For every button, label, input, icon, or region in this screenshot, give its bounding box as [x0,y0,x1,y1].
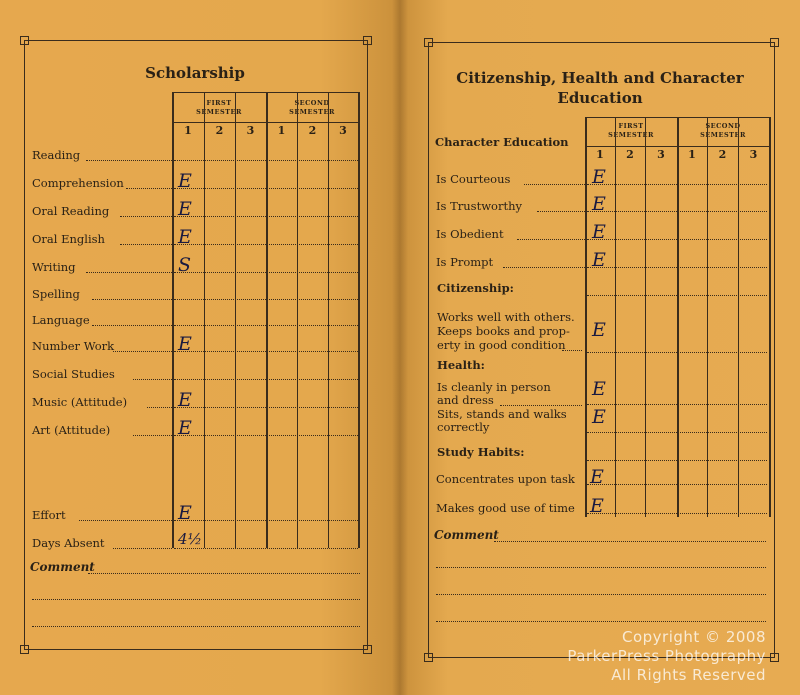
right-col-number: 2 [626,148,634,161]
scholarship-grade: E [178,417,192,439]
right-col-number: 1 [596,148,604,161]
right-comment-line-1 [494,541,766,542]
scholarship-grade: S [178,254,192,276]
scholarship-row-dots [86,272,172,273]
scholarship-row-label: Social Studies [32,367,115,381]
right-col-number: 3 [657,148,665,161]
scholarship-row-label: Number Work [32,339,115,353]
right-grid-col-line [615,117,616,517]
scholarship-row-rule [174,407,358,408]
right-grid-sub-line [585,146,769,147]
right-grid-col-line [645,117,646,517]
scholarship-row-dots [133,435,172,436]
character-grade: E [592,166,606,188]
copyright-watermark: Copyright © 2008 ParkerPress Photography All Rights Reserved [567,628,766,684]
citizenship-line-3: erty in good condition [437,338,566,352]
scholarship-row-rule [174,244,358,245]
left-second-semester: SECOND SEMESTER [289,99,335,116]
scholarship-grade: E [178,198,192,220]
character-row-label: Is Trustworthy [436,199,522,213]
page-fold [392,0,408,695]
scholarship-title: Scholarship [145,64,245,82]
scholarship-row-rule [174,379,358,380]
citizenship-line-2: Keeps books and prop- [437,324,570,338]
study-grade: E [590,466,604,488]
scholarship-grade: E [178,333,192,355]
citizenship-line-1: Works well with others. [437,310,575,324]
left-grid-col-line [358,92,360,548]
right-comment-line-2 [436,567,766,568]
scholarship-row-label: Oral Reading [32,204,110,218]
right-grid-col-line [677,117,679,517]
scholarship-row-dots [113,351,172,352]
left-comment-line-3 [32,626,360,627]
scholarship-row-dots [92,299,172,300]
right-comment-line-4 [436,621,766,622]
scholarship-row-dots [86,160,172,161]
left-grid-sub-line [172,122,360,123]
left-col-number: 2 [308,124,317,137]
scholarship-grade: E [178,389,192,411]
right-col-number: 2 [718,148,727,161]
character-row-rule [587,239,767,240]
scholarship-row-dots [147,407,172,408]
scholarship-grade: 4½ [178,530,203,548]
character-row-dots [503,267,585,268]
right-second-semester: SECOND SEMESTER [700,122,746,139]
health-head: Health: [437,358,485,372]
right-grid-col-line [769,117,771,517]
right-row-rule [587,295,767,296]
health1-grade: E [592,378,606,400]
character-row-label: Is Prompt [436,255,494,269]
right-grid-col-line [738,117,739,517]
study-habits-head: Study Habits: [437,445,525,459]
left-col-number: 1 [184,124,192,137]
right-row-rule [587,432,767,433]
scholarship-row-rule [174,188,358,189]
left-col-number: 3 [339,124,347,137]
scholarship-row-label: Spelling [32,287,80,301]
right-grid-head-line [585,117,769,118]
left-grid-head-line [172,92,360,93]
right-comment-label: Comment [434,528,499,542]
scholarship-grade: E [178,226,192,248]
scholarship-grade: E [178,170,192,192]
left-comment-line-2 [32,599,360,600]
study-row-rule [587,513,767,514]
scholarship-row-dots [120,216,172,217]
character-grade: E [592,221,606,243]
scholarship-row-label: Music (Attitude) [32,395,128,409]
study-row-label: Concentrates upon task [436,472,575,486]
scholarship-row-label: Reading [32,148,81,162]
left-col-number: 3 [246,124,255,137]
scholarship-row-rule [174,160,358,161]
scholarship-row-rule [174,299,358,300]
character-row-rule [587,211,767,212]
character-grade: E [592,249,606,271]
right-col-number: 3 [749,148,758,161]
right-grid-col-line [707,117,708,517]
scholarship-row-label: Oral English [32,232,105,246]
character-row-rule [587,184,767,185]
right-row-rule [587,352,767,353]
character-row-label: Is Obedient [436,227,504,241]
left-comment-line-1 [88,573,360,574]
right-comment-line-3 [436,594,766,595]
character-row-label: Is Courteous [436,172,511,186]
character-row-dots [537,211,585,212]
citizenship-grade: E [592,319,606,341]
scholarship-row-rule [174,548,358,549]
character-education-head: Character Education [435,135,569,149]
health2-line-2: correctly [437,420,490,434]
character-row-dots [524,184,585,185]
left-comment-label: Comment [30,560,95,574]
scholarship-row-label: Comprehension [32,176,124,190]
character-row-rule [587,267,767,268]
scholarship-row-label: Writing [32,260,76,274]
left-col-number: 2 [215,124,224,137]
scholarship-row-dots [126,188,172,189]
study-row-rule [587,484,767,485]
study-grade: E [590,495,604,517]
scholarship-row-label: Effort [32,508,66,522]
scholarship-row-label: Language [32,313,90,327]
scholarship-row-dots [92,325,172,326]
right-grid-col-line [585,117,587,517]
scholarship-row-dots [120,244,172,245]
right-row-rule [587,460,767,461]
scholarship-row-rule [174,351,358,352]
scholarship-row-dots [113,548,172,549]
scholarship-row-rule [174,520,358,521]
health1-line-1: Is cleanly in person [437,380,551,394]
left-first-semester: FIRST SEMESTER [196,99,242,116]
scholarship-row-label: Art (Attitude) [32,423,111,437]
scholarship-row-rule [174,435,358,436]
scholarship-row-dots [133,379,172,380]
scholarship-grade: E [178,502,192,524]
health1-dots [500,405,582,406]
health1-line-2: and dress [437,393,494,407]
scholarship-row-dots [79,520,172,521]
citizenship-title: Citizenship, Health and Character Education [456,69,744,107]
left-col-number: 1 [277,124,286,137]
right-first-semester: FIRST SEMESTER [608,122,654,139]
character-row-dots [517,239,585,240]
health2-grade: E [592,406,606,428]
scholarship-row-rule [174,272,358,273]
scholarship-row-rule [174,216,358,217]
citizenship-head: Citizenship: [437,281,514,295]
scholarship-row-label: Days Absent [32,536,105,550]
study-row-label: Makes good use of time [436,501,575,515]
scholarship-row-rule [174,325,358,326]
character-grade: E [592,193,606,215]
health2-line-1: Sits, stands and walks [437,407,567,421]
right-row-rule [587,404,767,405]
right-col-number: 1 [688,148,696,161]
